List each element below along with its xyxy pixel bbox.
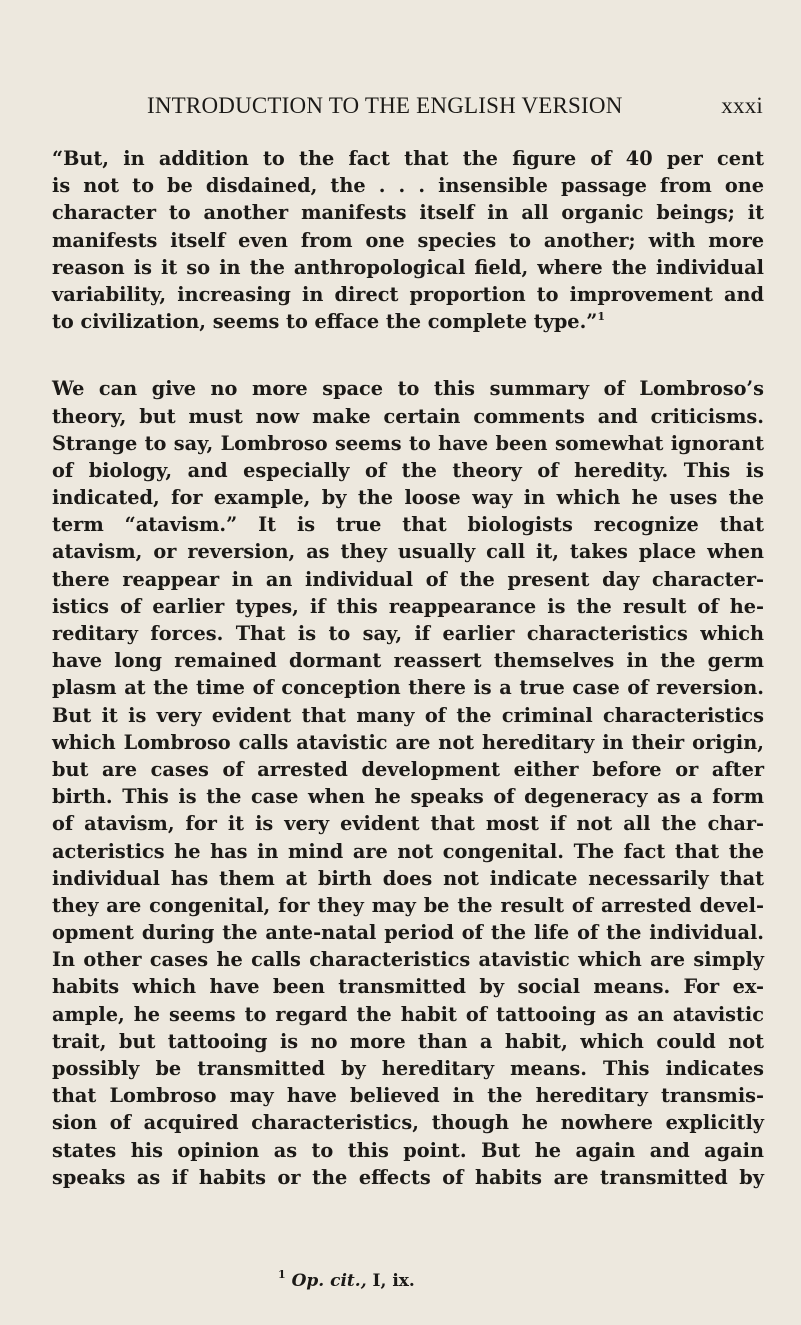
text-line: But it is very evident that many of the criminal characteristics <box>52 703 764 727</box>
text-line: “But, in addition to the fact that the figure of 40 per cent <box>52 147 764 170</box>
text-line: theory, but must now make certain comments and criticisms. <box>52 404 764 428</box>
text-line: of atavism, for it is very evident that most if not all the char- <box>52 812 764 836</box>
running-head-title: INTRODUCTION TO THE ENGLISH VERSION <box>147 93 623 118</box>
text-line: but are cases of arrested development either before or after <box>52 757 764 781</box>
text-line: is not to be disdained, the . . . insensible passage from one <box>52 174 764 198</box>
paragraph-gap <box>52 335 764 375</box>
paragraph-quotation <box>52 145 764 335</box>
text-line: there reappear in an individual of the present day character- <box>52 567 764 591</box>
text-line: individual has them at birth does not indicate necessarily that <box>52 866 764 890</box>
text-line: In other cases he calls characteristics atavistic which are simply <box>52 948 764 972</box>
text-line: they are congenital, for they may be the result of arrested devel- <box>52 893 764 917</box>
text-line: which Lombroso calls atavistic are not hereditary in their origin, <box>52 730 764 754</box>
text-line-content: to civilization, seems to efface the complete type.” <box>52 310 598 334</box>
text-line: atavism, or reversion, as they usually call it, takes place when <box>52 540 764 564</box>
text-line: We can give no more space to this summary of Lombroso’s <box>52 377 764 401</box>
footnote-citation-italic: Op. cit., <box>291 1271 367 1291</box>
body-text <box>52 145 764 1191</box>
footnote <box>278 1270 415 1292</box>
text-line: birth. This is the case when he speaks of degeneracy as a form <box>52 785 764 809</box>
text-line: reason is it so in the anthropological field, where the individual <box>52 255 764 279</box>
text-line: character to another manifests itself in all organic beings; it <box>52 201 764 225</box>
text-line: of biology, and especially of the theory of heredity. This is <box>52 458 764 482</box>
text-line: speaks as if habits or the effects of habits are transmitted by <box>52 1165 764 1189</box>
text-line: reditary forces. That is to say, if earlier characteristics which <box>52 622 764 645</box>
text-line: opment during the ante-natal period of the life of the individual. <box>52 921 764 945</box>
running-head <box>147 93 763 123</box>
footnote-reference: 1 <box>597 309 606 323</box>
text-line: habits which have been transmitted by social means. For ex- <box>52 975 764 999</box>
text-line: plasm at the time of conception there is a true case of reversion. <box>52 676 764 700</box>
page-number: xxxi <box>721 93 763 118</box>
text-line: that Lombroso may have believed in the hereditary transmis- <box>52 1084 764 1108</box>
text-line: states his opinion as to this point. But he again and again <box>52 1138 764 1162</box>
text-line <box>52 308 764 335</box>
text-line: indicated, for example, by the loose way in which he uses the <box>52 486 764 510</box>
text-line: have long remained dormant reassert themselves in the germ <box>52 649 764 673</box>
paragraph-commentary <box>52 375 764 1191</box>
text-line: Strange to say, Lombroso seems to have been somewhat ignorant <box>52 431 764 455</box>
text-line: term “atavism.” It is true that biologists recognize that <box>52 513 764 537</box>
footnote-citation-rest: I, ix. <box>372 1271 415 1291</box>
text-line: ample, he seems to regard the habit of tattooing as an atavistic <box>52 1002 764 1026</box>
text-line: possibly be transmitted by hereditary means. This indicates <box>52 1057 764 1080</box>
text-line: istics of earlier types, if this reappearance is the result of he- <box>52 594 764 618</box>
text-line: sion of acquired characteristics, though he nowhere explicitly <box>52 1111 764 1135</box>
text-line: trait, but tattooing is no more than a habit, which could not <box>52 1029 764 1053</box>
text-line: variability, increasing in direct proportion to improvement and <box>52 282 764 306</box>
text-line: manifests itself even from one species to another; with more <box>52 228 764 252</box>
text-line: acteristics he has in mind are not congenital. The fact that the <box>52 839 764 863</box>
footnote-marker: 1 <box>278 1268 286 1282</box>
